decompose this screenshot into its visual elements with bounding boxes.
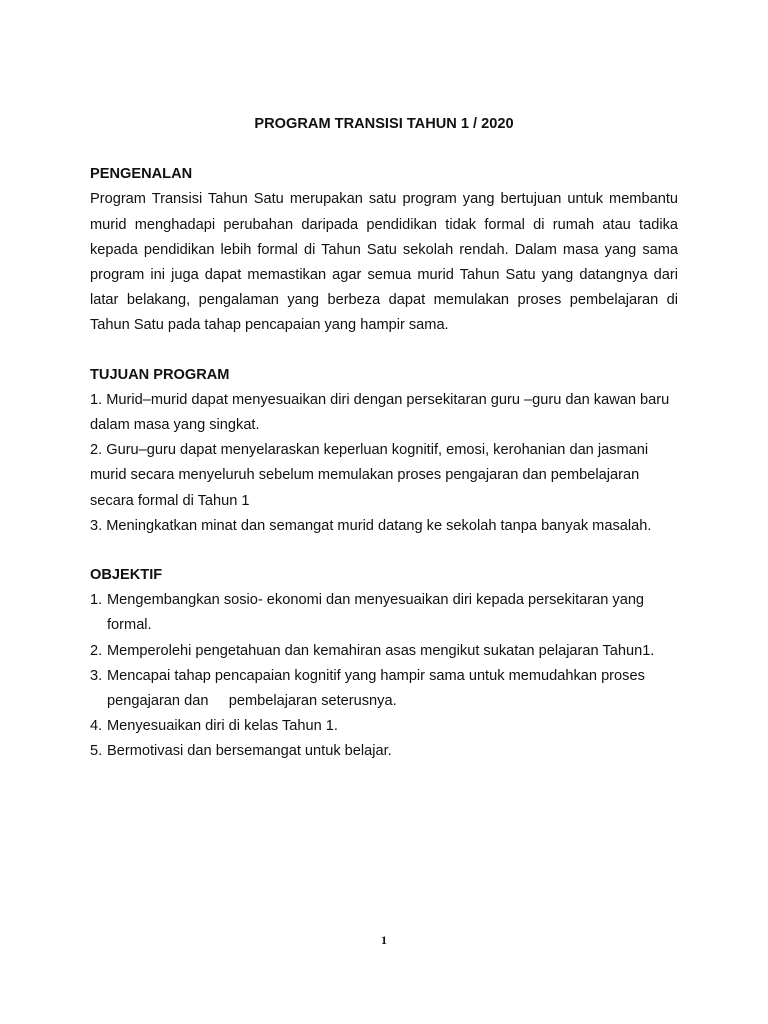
objektif-item [90, 739, 678, 764]
pengenalan-paragraph: Program Transisi Tahun Satu merupakan satu program yang bertujuan untuk membantu murid menghadapi perubahan daripada pendidikan tidak formal di rumah atau tadika kepada pendidikan lebih formal di Tahun Satu sekolah rendah. Dalam masa yang sama program ini juga dapat memastikan agar semua murid Tahun Satu yang datangnya dari latar belakang, pengalaman yang berbeza dapat memulakan proses pembelajaran di Tahun Satu pada tahap pencapaian yang hampir sama. [90, 191, 678, 334]
objektif-item-text: Mengembangkan sosio- ekonomi dan menyesuaikan diri kepada persekitaran yang formal. [107, 592, 645, 634]
tujuan-item: 3. Meningkatkan minat dan semangat murid datang ke sekolah tanpa banyak masalah. [90, 517, 652, 534]
section-heading-objektif: OBJEKTIF [90, 567, 163, 584]
section-pengenalan [90, 162, 678, 338]
section-objektif [90, 563, 678, 765]
page-number: 1 [381, 933, 387, 947]
objektif-item-number: 1. [90, 592, 103, 609]
objektif-item-number: 5. [90, 743, 103, 760]
objektif-item-number: 2. [90, 642, 103, 659]
objektif-item-number: 3. [90, 667, 103, 684]
objektif-item [90, 639, 678, 664]
section-heading-tujuan: TUJUAN PROGRAM [90, 366, 230, 383]
objektif-item-text: Memperolehi pengetahuan dan kemahiran asas mengikut sukatan pelajaran Tahun1. [107, 642, 655, 659]
section-tujuan-program [90, 363, 678, 539]
objektif-item [90, 664, 678, 714]
objektif-item-text: Bermotivasi dan bersemangat untuk belajar. [107, 743, 392, 760]
objektif-item-text: Menyesuaikan diri di kelas Tahun 1. [107, 718, 338, 735]
tujuan-item: 1. Murid–murid dapat menyesuaikan diri dengan persekitaran guru –guru dan kawan baru dalam masa yang singkat. [90, 391, 670, 434]
objektif-item [90, 714, 678, 739]
objektif-item-number: 4. [90, 718, 103, 735]
document-content [90, 112, 678, 789]
objektif-item-text: Mencapai tahap pencapaian kognitif yang hampir sama untuk memudahkan proses pengajaran dan pembelajaran seterusnya. [107, 667, 645, 710]
document-title: PROGRAM TRANSISI TAHUN 1 / 2020 [254, 116, 514, 132]
section-heading-pengenalan: PENGENALAN [90, 166, 193, 183]
tujuan-item: 2. Guru–guru dapat menyelaraskan keperluan kognitif, emosi, kerohanian dan jasmani murid secara menyeluruh sebelum memulakan proses pengajaran dan pembelajaran secara formal di Tahun 1 [90, 442, 649, 509]
objektif-item [90, 588, 678, 638]
